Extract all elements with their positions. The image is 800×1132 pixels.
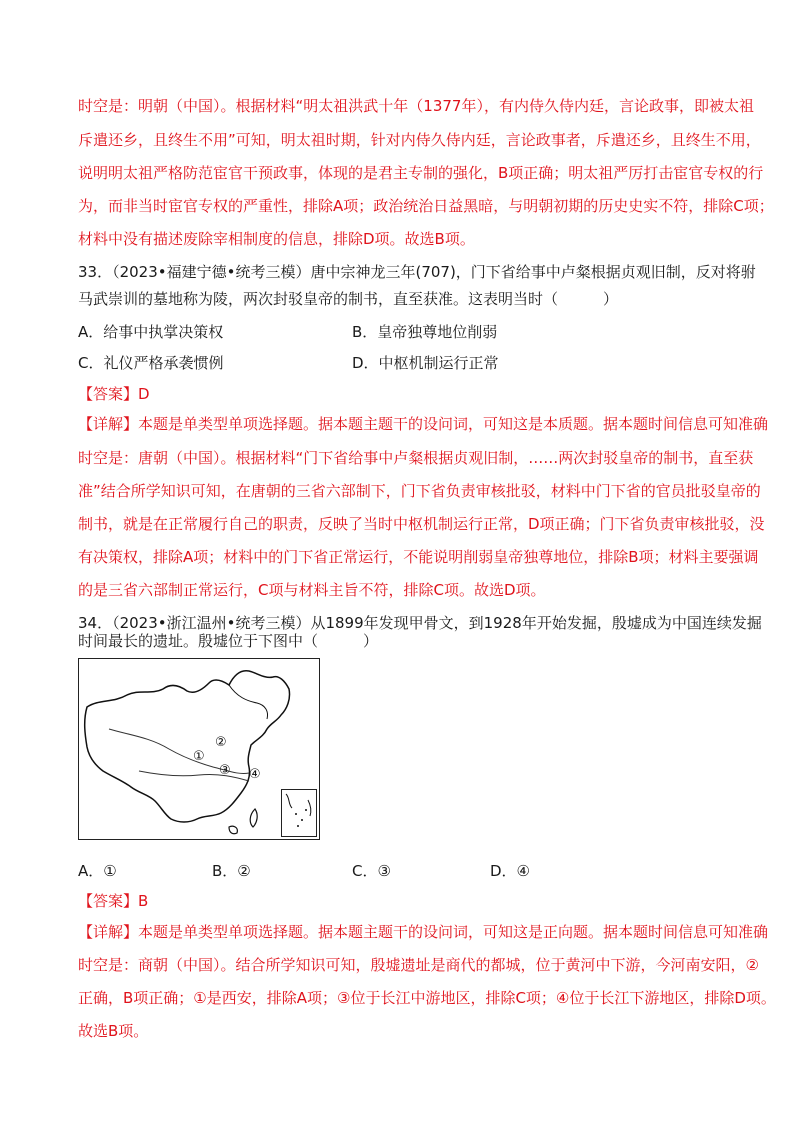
taiwan-island [250, 809, 257, 827]
q34-option-a: A．① [78, 862, 117, 880]
q32-detail-line-2: 斥遣还乡，且终生不用”可知，明太祖时期，针对内侍久侍内廷，言论政事者，斥遣还乡，且终生不用， [78, 131, 761, 149]
q33-option-b: B．皇帝独尊地位削弱 [352, 323, 498, 341]
south-china-sea-inset [281, 789, 317, 837]
q34-detail-line-4: 故选B项。 [78, 1022, 149, 1040]
q34-option-d: D．④ [490, 862, 530, 880]
inset-island [295, 813, 297, 815]
q33-detail-line-3: 准”结合所学知识可知，在唐朝的三省六部制下，门下省负责审核批驳，材料中门下省的官员批驳皇帝的 [78, 482, 761, 500]
inset-island [301, 819, 303, 821]
inset-island [297, 825, 299, 827]
q34-stem-1: 从1899年发现甲骨文，到1928年开始发掘，殷墟成为中国连续发掘 [310, 614, 762, 632]
northeast-detail [229, 685, 268, 719]
inset-island [305, 809, 307, 811]
q34-answer: 【答案】B [78, 892, 149, 910]
q33-option-d: D．中枢机制运行正常 [352, 354, 499, 372]
q33-stem-line-2: 马武崇训的墓地称为陵，两次封驳皇帝的制书，直至获准。这表明当时（ ） [78, 290, 619, 308]
hainan-island [229, 826, 237, 834]
china-map-figure [78, 658, 320, 840]
q33-detail-line-5: 有决策权，排除A项；材料中的门下省正常运行，不能说明削弱皇帝独尊地位，排除B项；材料主要强调 [78, 548, 759, 566]
south-china-sea-islands [282, 790, 316, 836]
q32-detail-line-5: 材料中没有描述废除宰相制度的信息，排除D项。故选B项。 [78, 230, 475, 248]
q33-stem-1: 唐中宗神龙三年(707)，门下省给事中卢粲根据贞观旧制，反对将驸 [310, 263, 756, 281]
q34-detail-line-3: 正确，B项正确；①是西安，排除A项；③位于长江中游地区，排除C项；④位于长江下游地区，排除D项。 [78, 989, 776, 1007]
q34-number: 34． [78, 614, 113, 632]
q34-option-c: C．③ [352, 862, 391, 880]
q32-detail-line-3: 说明明太祖严格防范宦官干预政事，体现的是君主专制的强化，B项正确；明太祖严厉打击宦官专权的行 [78, 164, 764, 182]
q32-detail-line-1: 时空是：明朝（中国）。根据材料“明太祖洪武十年（1377年），有内侍久侍内廷，言论政事，即被太祖 [78, 97, 754, 115]
q33-detail-line-4: 制书，就是在正常履行自己的职责，反映了当时中枢机制运行正常，D项正确；门下省负责审核批驳，没 [78, 515, 765, 533]
q33-detail-line-6: 的是三省六部制正常运行，C项与材料主旨不符，排除C项。故选D项。 [78, 581, 546, 599]
map-marker-2: ② [215, 735, 227, 750]
q34-detail-line-2: 时空是：商朝（中国）。结合所学知识可知，殷墟遗址是商代的都城，位于黄河中下游，今河南安阳，② [78, 956, 759, 974]
q33-number: 33． [78, 263, 113, 281]
q34-stem-line-2: 时间最长的遗址。殷墟位于下图中（ ） [78, 632, 379, 650]
map-marker-4: ④ [249, 767, 261, 782]
q33-source: （2023•福建宁德•统考三模） [112, 263, 311, 281]
q34-detail-line-1: 【详解】本题是单类型单项选择题。据本题主题干的设问词，可知这是正向题。据本题时间信息可知准确 [78, 923, 769, 941]
q33-stem-line-1 [78, 262, 756, 282]
q33-answer: 【答案】D [78, 385, 150, 403]
q34-source: （2023•浙江温州•统考三模） [112, 614, 311, 632]
q34-option-b: B．② [212, 862, 251, 880]
inset-coast [286, 794, 292, 808]
q33-option-a: A．给事中执掌决策权 [78, 323, 224, 341]
map-marker-3: ③ [219, 763, 231, 778]
china-border [85, 671, 290, 822]
q33-option-c: C．礼仪严格承袭惯例 [78, 354, 224, 372]
inset-coast [308, 800, 311, 816]
q32-detail-line-4: 为，而非当时宦官专权的严重性，排除A项；政治统治日益黑暗，与明朝初期的历史史实不符，排除C项； [78, 197, 774, 215]
map-marker-1: ① [193, 749, 205, 764]
q34-stem-line-1 [78, 613, 762, 633]
q33-detail-line-2: 时空是：唐朝（中国）。根据材料“门下省给事中卢粲根据贞观旧制，……两次封驳皇帝的制书，直至获 [78, 449, 754, 467]
q33-detail-line-1: 【详解】本题是单类型单项选择题。据本题主题干的设问词，可知这是本质题。据本题时间信息可知准确 [78, 415, 769, 433]
